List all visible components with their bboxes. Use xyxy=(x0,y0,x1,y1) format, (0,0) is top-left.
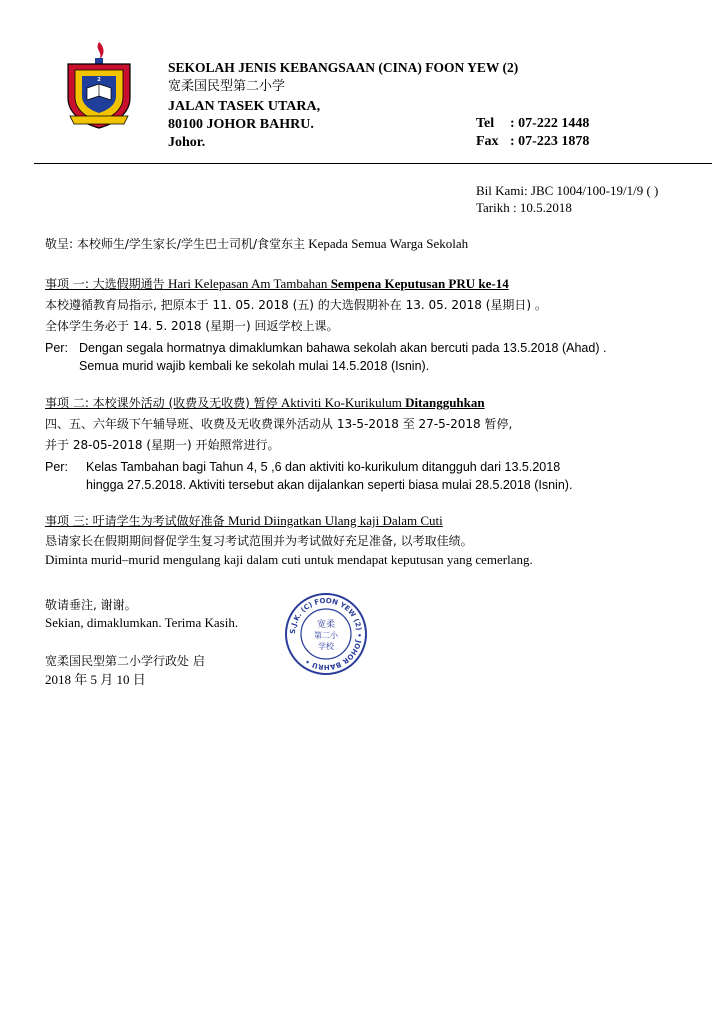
fax xyxy=(476,134,589,150)
header-divider xyxy=(34,163,712,164)
item-2-title-bold: Ditangguhkan xyxy=(405,395,485,410)
fax-value: : 07-223 1878 xyxy=(510,134,590,149)
item-1-per-line-1: Dengan segala hormatnya dimaklumkan bahawa sekolah akan bercuti pada 13.5.2018 (Ahad) . xyxy=(79,341,607,355)
address-line-3: Johor. xyxy=(168,135,206,150)
closing-malay: Sekian, dimaklumkan. Terima Kasih. xyxy=(45,615,239,630)
school-name-chinese: 宽柔国民型第二小学 xyxy=(168,79,286,94)
item-1-per-label: Per: xyxy=(45,341,68,355)
stamp-center-line-3: 学校 xyxy=(318,642,334,651)
item-3-title-chinese: 事项 三: 吁请学生为考试做好准备 xyxy=(45,514,225,528)
item-1-per-line-2: Semua murid wajib kembali ke sekolah mulai 14.5.2018 (Isnin). xyxy=(79,359,430,373)
school-crest-logo xyxy=(60,40,138,130)
letter-date: Tarikh : 10.5.2018 xyxy=(476,200,572,215)
svg-text:2: 2 xyxy=(97,77,101,83)
stamp-ring-text: S.J.K. (C) FOON YEW (2) • JOHOR BAHRU • xyxy=(288,596,364,672)
item-1-title xyxy=(45,276,509,292)
item-2-line-2: 并于 28-05-2018 (星期一) 开始照常进行。 xyxy=(45,438,280,452)
item-2-line-1: 四、五、六年级下午辅导班、收费及无收费课外活动从 13-5-2018 至 27-5-2018 暂停, xyxy=(45,417,513,431)
salutation-chinese: 敬呈: 本校师生/学生家长/学生巴士司机/食堂东主 xyxy=(45,237,305,251)
item-2-title xyxy=(45,395,485,411)
address-line-2: 80100 JOHOR BAHRU. xyxy=(168,117,314,132)
item-3-line-1: 恳请家长在假期期间督促学生复习考试范围并为考试做好充足准备, 以考取佳绩。 xyxy=(45,534,473,548)
item-1-line-2: 全体学生务必于 14. 5. 2018 (星期一) 回返学校上课。 xyxy=(45,319,339,333)
salutation-malay: Kepada Semua Warga Sekolah xyxy=(305,236,469,251)
tel-label: Tel xyxy=(476,116,495,131)
closing-chinese: 敬请垂注, 谢谢。 xyxy=(45,598,137,612)
fax-label: Fax xyxy=(476,134,499,149)
item-3-title-malay: Murid Diingatkan Ulang kaji Dalam Cuti xyxy=(224,513,443,528)
item-1-line-1: 本校遵循教育局指示, 把原本于 11. 05. 2018 (五) 的大选假期补在 13. 05. 2018 (星期日) 。 xyxy=(45,298,547,312)
signoff-office: 宽柔国民型第二小学行政处 启 xyxy=(45,654,205,668)
salutation xyxy=(45,236,468,252)
item-3-title xyxy=(45,513,443,529)
tel-value: : 07-222 1448 xyxy=(510,116,590,131)
official-school-stamp xyxy=(284,592,368,676)
item-2-title-malay: Aktiviti Ko-Kurikulum xyxy=(277,395,406,410)
item-2-title-chinese: 事项 二: 本校课外活动 (收费及无收费) 暂停 xyxy=(45,396,278,410)
stamp-center-line-1: 宽柔 xyxy=(316,620,336,630)
address-line-1: JALAN TASEK UTARA, xyxy=(168,99,321,114)
item-3-line-2: Diminta murid–murid mengulang kaji dalam cuti untuk mendapat keputusan yang cemerlang. xyxy=(45,552,533,567)
item-2-per-line-1: Kelas Tambahan bagi Tahun 4, 5 ,6 dan aktiviti ko-kurikulum ditangguh dari 13.5.2018 xyxy=(86,460,561,474)
item-2-per-line-2: hingga 27.5.2018. Aktiviti tersebut akan dijalankan seperti biasa mulai 28.5.2018 (Isnin). xyxy=(86,478,573,492)
school-name: SEKOLAH JENIS KEBANGSAAN (CINA) FOON YEW (2) xyxy=(168,60,519,75)
telephone xyxy=(476,116,589,132)
item-1-title-malay: Hari Kelepasan Am Tambahan xyxy=(164,276,331,291)
stamp-center-line-2: 第二小 xyxy=(314,631,338,640)
item-2-per-label: Per: xyxy=(45,460,68,474)
item-1-title-bold: Sempena Keputusan PRU ke-14 xyxy=(330,276,509,291)
reference-number: Bil Kami: JBC 1004/100-19/1/9 ( ) xyxy=(476,183,659,198)
item-1-title-chinese: 事项 一: 大选假期通告 xyxy=(45,277,165,291)
signoff-date: 2018 年 5 月 10 日 xyxy=(45,672,146,687)
